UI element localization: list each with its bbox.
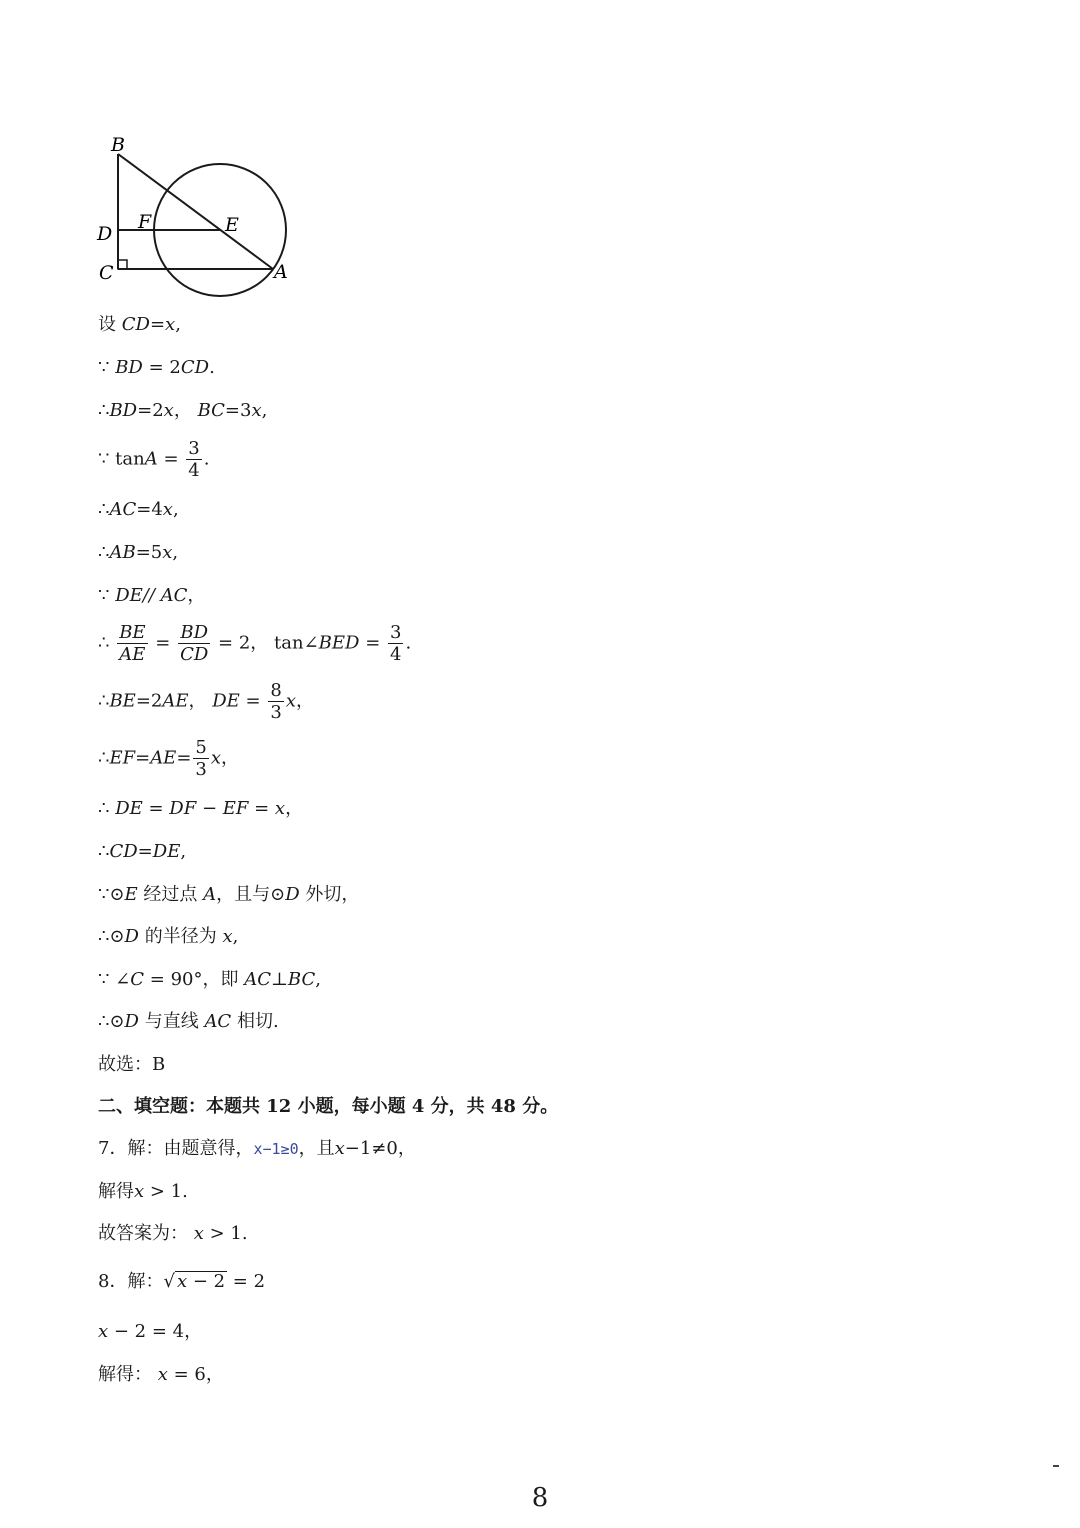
geometry-figure — [95, 130, 305, 305]
line-de-df-ef: ∴ DE = DF − EF = x， — [98, 798, 304, 819]
fraction-8-3: $\frac{8}{3}$ — [270, 680, 282, 723]
page-number: 8 — [531, 1483, 549, 1513]
line-circle-e: ∵⊙E 经过点 A，且与⊙D 外切， — [98, 884, 360, 905]
line-de-parallel-ac: ∵ DE// AC， — [98, 585, 206, 606]
line-set-cd: 设 CD=x, — [98, 314, 181, 335]
line-ac: ∴AC=4x, — [98, 499, 179, 520]
line-ef-ae: ∴EF=AE= $\frac{5}{3}$ x， — [98, 737, 240, 780]
line-q8-square: x − 2 = 4， — [98, 1321, 203, 1342]
label-D: D — [97, 223, 113, 245]
fraction-3-4: $\frac{3}{4}$ — [188, 438, 200, 481]
line-tangent: ∴⊙D 与直线 AC 相切. — [98, 1011, 279, 1032]
line-bd-2cd: ∵ BD = 2CD. — [98, 357, 215, 378]
line-tan-a: ∵ tanA = $\frac{3}{4}$ . — [98, 438, 210, 481]
line-q7: 7．解：由题意得，x−1≥0，且x−1≠0， — [98, 1138, 416, 1159]
line-angle-c: ∵ ∠C = 90°，即 AC⊥BC, — [98, 969, 321, 990]
line-q7-solve: 解得x > 1. — [98, 1181, 188, 1202]
right-angle-mark — [118, 260, 127, 269]
line-q8-solve: 解得： x = 6， — [98, 1364, 224, 1385]
fraction-5-3: $\frac{5}{3}$ — [195, 737, 207, 780]
line-q7-answer: 故答案为： x > 1. — [98, 1223, 248, 1244]
radicand: x − 2 — [176, 1271, 226, 1292]
fraction-be-ae: $\frac{BE}{AE}$ — [119, 622, 146, 665]
label-B: B — [111, 134, 125, 156]
line-be-2ae: ∴BE=2AE， DE = $\frac{8}{3}$ x， — [98, 680, 314, 723]
line-ratio-tan-bed: ∴ $\frac{BE}{AE}$ = $\frac{BD}{CD}$ = 2， tan∠BED = $\frac{3}{4}$ . — [98, 622, 412, 665]
line-bd-bc: ∴BD=2x， BC=3x, — [98, 400, 268, 421]
line-ab: ∴AB=5x, — [98, 542, 179, 563]
line-radius-d: ∴⊙D 的半径为 x, — [98, 926, 239, 947]
fraction-bd-cd: $\frac{BD}{CD}$ — [180, 622, 209, 665]
scan-mark — [1053, 1465, 1059, 1467]
line-cd-de: ∴CD=DE, — [98, 841, 187, 862]
fraction-3-4-b: $\frac{3}{4}$ — [390, 622, 402, 665]
label-F: F — [138, 211, 152, 233]
label-E: E — [225, 214, 239, 236]
sqrt-symbol: √ — [163, 1271, 175, 1292]
label-A: A — [274, 261, 288, 283]
line-answer-b: 故选：B — [98, 1054, 166, 1075]
section-heading-fill-blank: 二、填空题：本题共 12 小题，每小题 4 分，共 48 分。 — [98, 1096, 559, 1117]
line-q8: 8．解：√ x − 2 = 2 — [98, 1271, 266, 1292]
label-C: C — [99, 262, 114, 284]
